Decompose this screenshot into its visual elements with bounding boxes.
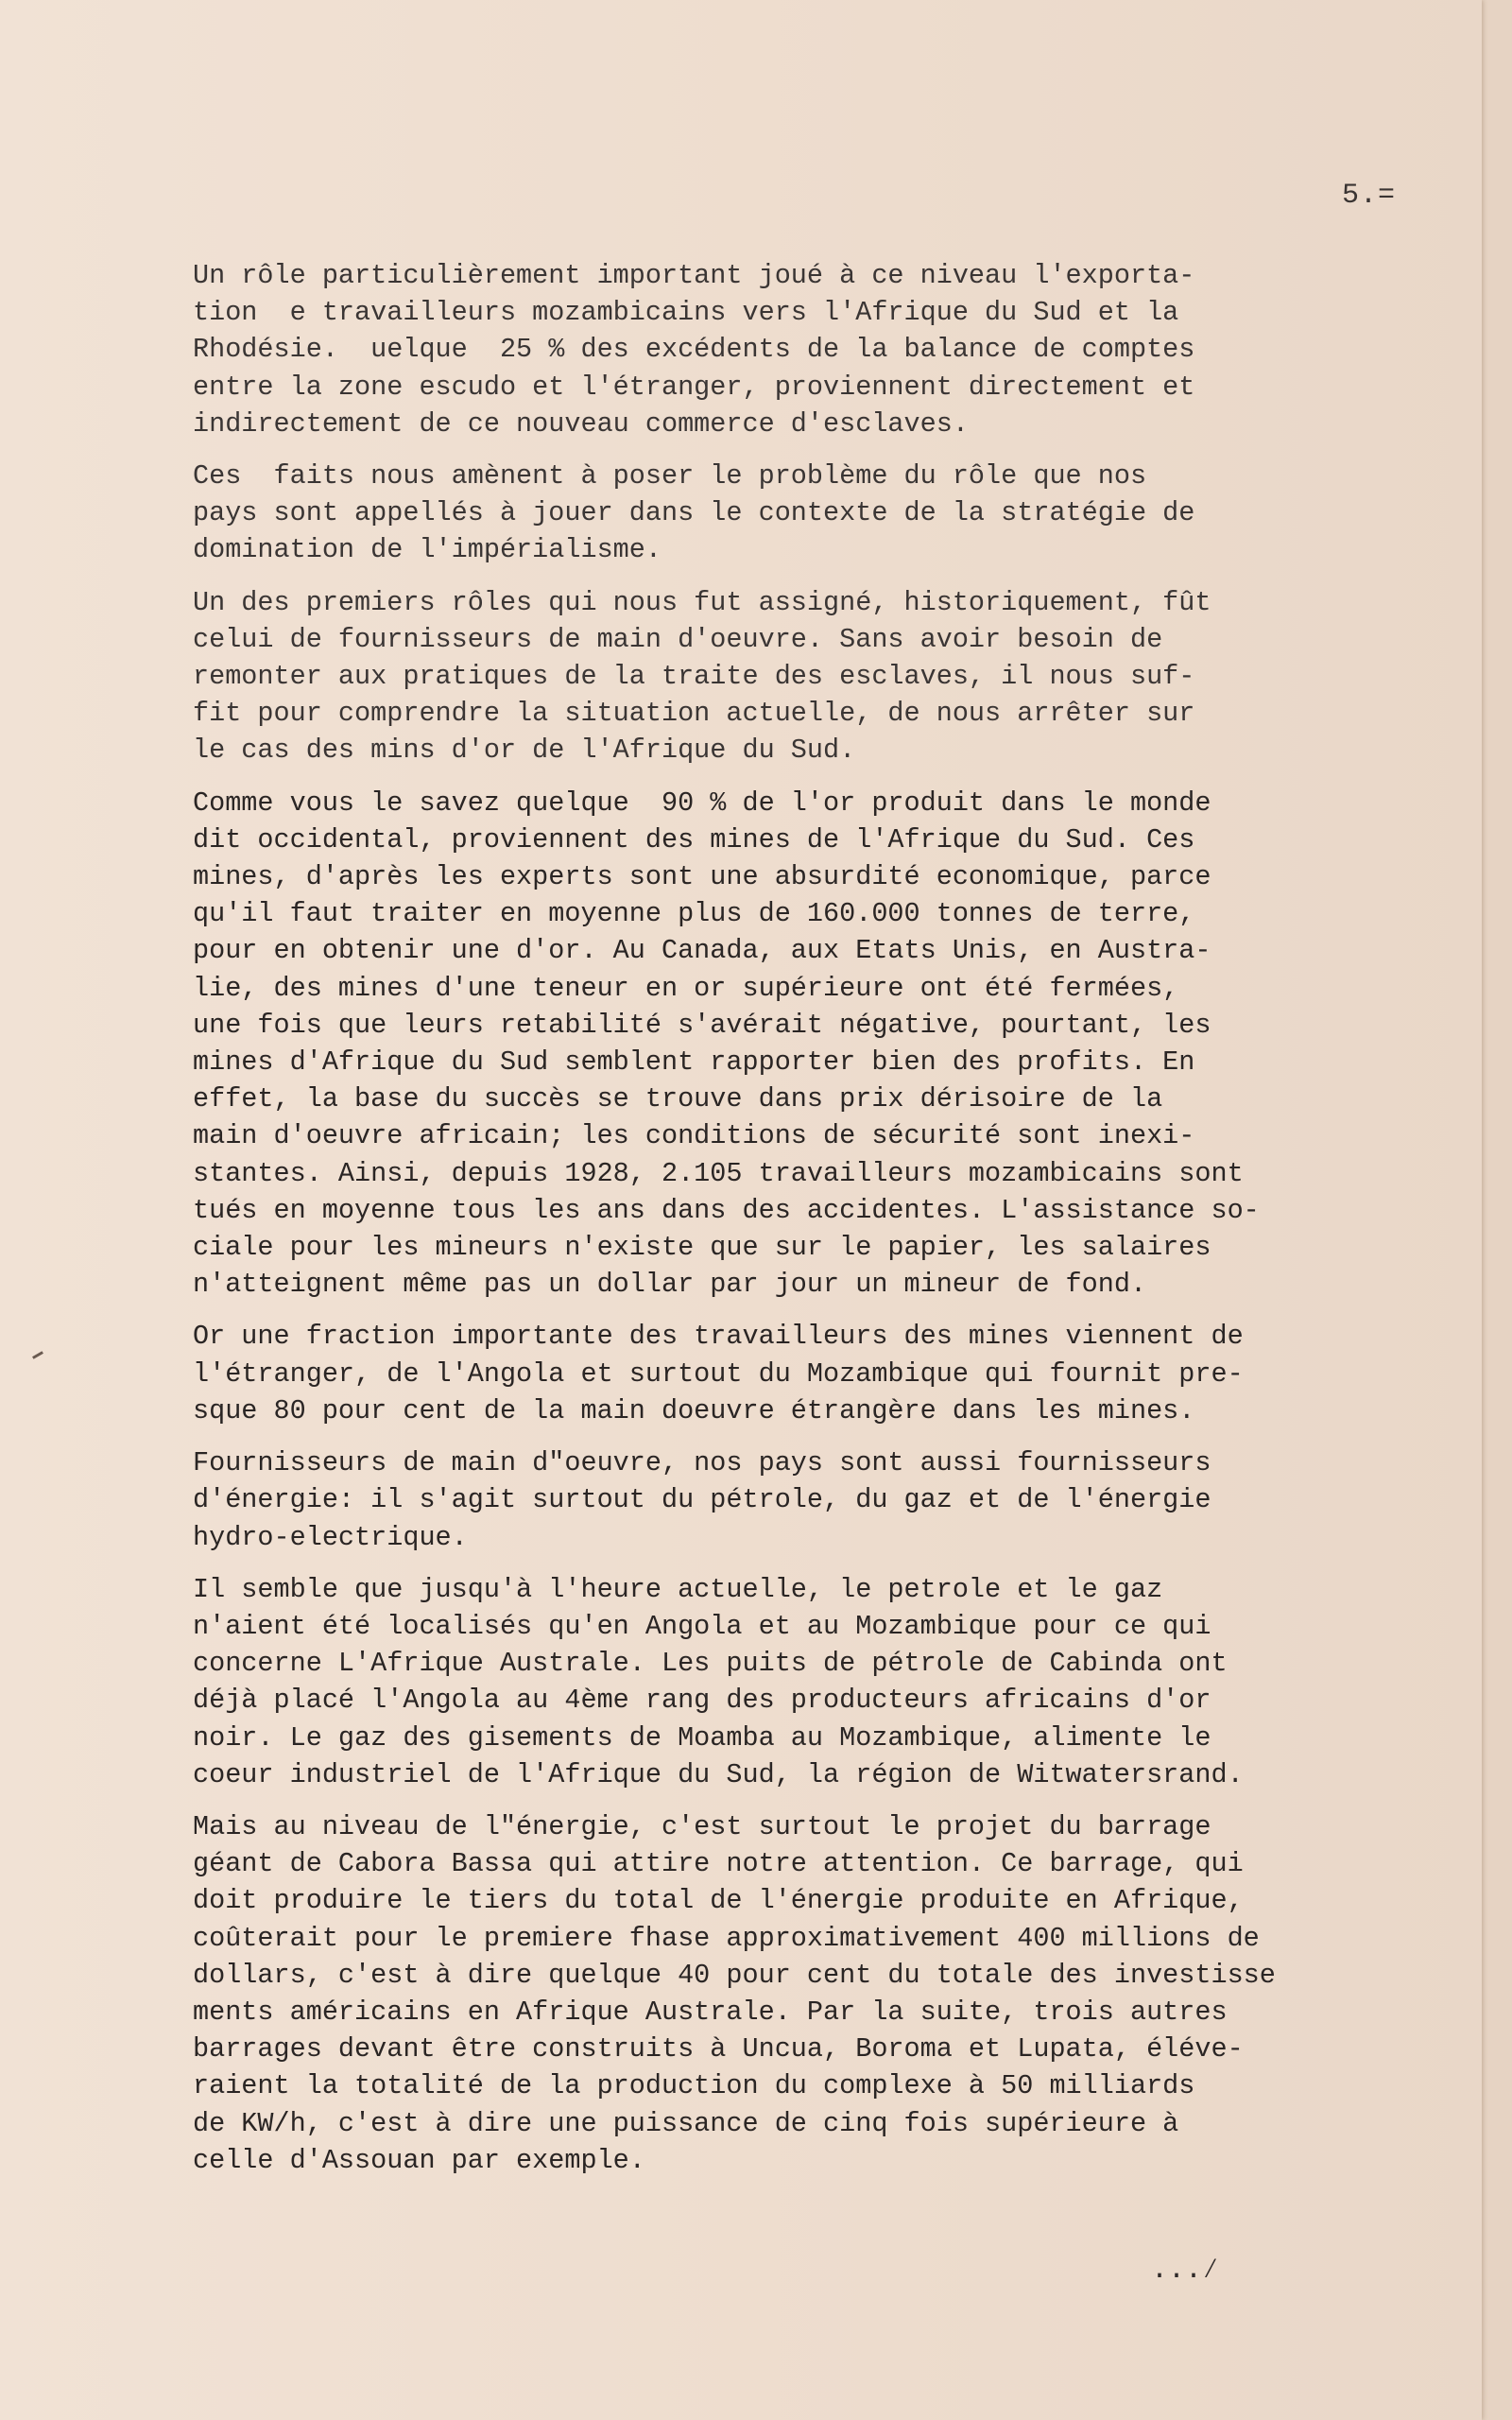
paragraph-energy-suppliers: Fournisseurs de main d"oeuvre, nos pays sont aussi fournisseurs d'énergie: il s'agit surtout du pétrole, du gaz et de l'énergie hydro-electrique.	[193, 1447, 1211, 1553]
page-number: 5.=	[1342, 180, 1397, 212]
paragraph-oil-gas: Il semble que jusqu'à l'heure actuelle, le petrole et le gaz n'aient été localisés qu'en Angola et au Mozambique pour ce qui concerne L'Afrique Australe. Les puits de pétrole de Cabinda ont déjà placé l'Angola au 4ème rang des producteurs africains d'or noir. Le gaz des gisements de Moamba au Mozambique, alimente le coeur industriel de l'Afrique du Sud, la région de Witwatersrand.	[193, 1573, 1244, 1790]
continuation-mark: ...⁄	[1151, 2255, 1220, 2287]
body-text	[193, 257, 1450, 2194]
paragraph-cabora-bassa: Mais au niveau de l"énergie, c'est surtout le projet du barrage géant de Cabora Bassa qui attire notre attention. Ce barrage, qui doit produire le tiers du total de l'énergie produite en Afrique, coûterait pour le premiere fhase approximativement 400 millions de dollars, c'est à dire quelque 40 pour cent du totale des investisse ments américains en Afrique Australe. Par la suite, trois autres barrages devant être construits à Uncua, Boroma et Lupata, éléve- raient la totalité de la production du complexe à 50 milliards de KW/h, c'est à dire une puissance de cinq fois supérieure à celle d'Assouan par exemple.	[193, 1810, 1276, 2176]
paragraph-foreign-workers: Or une fraction importante des travailleurs des mines viennent de l'étranger, de l'Angola et surtout du Mozambique qui fournit pre- sque 80 pour cent de la main doeuvre étrangère dans les mines.	[193, 1321, 1244, 1426]
paragraph-labour-suppliers: Un des premiers rôles qui nous fut assigné, historiquement, fût celui de fournisseurs de main d'oeuvre. Sans avoir besoin de remonter aux pratiques de la traite des esclaves, il nous suf- fit pour comprendre la situation actuelle, de nous arrêter sur le cas des mins d'or de l'Afrique du Sud.	[193, 586, 1211, 767]
paragraph-gold-mines: Comme vous le savez quelque 90 % de l'or produit dans le monde dit occidental, proviennent des mines de l'Afrique du Sud. Ces mines, d'après les experts sont une absurdité economique, parce qu'il faut traiter en moyenne plus de 160.000 tonnes de terre, pour en obtenir une d'or. Au Canada, aux Etats Unis, en Austra- lie, des mines d'une teneur en or supérieure ont été fermées, une fois que leurs retabilité s'avérait négative, pourtant, les mines d'Afrique du Sud semblent rapporter bien des profits. En effet, la base du succès se trouve dans prix dérisoire de la main d'oeuvre africain; les conditions de sécurité sont inexi- stantes. Ainsi, depuis 1928, 2.105 travailleurs mozambicains sont tués en moyenne tous les ans dans des accidentes. L'assistance so- ciale pour les mineurs n'existe que sur le papier, les salaires n'atteignent même pas un dollar par jour un mineur de fond.	[193, 786, 1260, 1301]
paragraph-role-of-countries: Ces faits nous amènent à poser le problème du rôle que nos pays sont appellés à jouer dans le contexte de la stratégie de domination de l'impérialisme.	[193, 460, 1195, 566]
paragraph-labour-export: Un rôle particulièrement important joué à ce niveau l'exporta- tion e travailleurs mozambicains vers l'Afrique du Sud et la Rhodésie. uelque 25 % des excédents de la balance de comptes entre la zone escudo et l'étranger, proviennent directement et indirectement de ce nouveau commerce d'esclaves.	[193, 260, 1195, 440]
margin-mark	[32, 1351, 43, 1359]
